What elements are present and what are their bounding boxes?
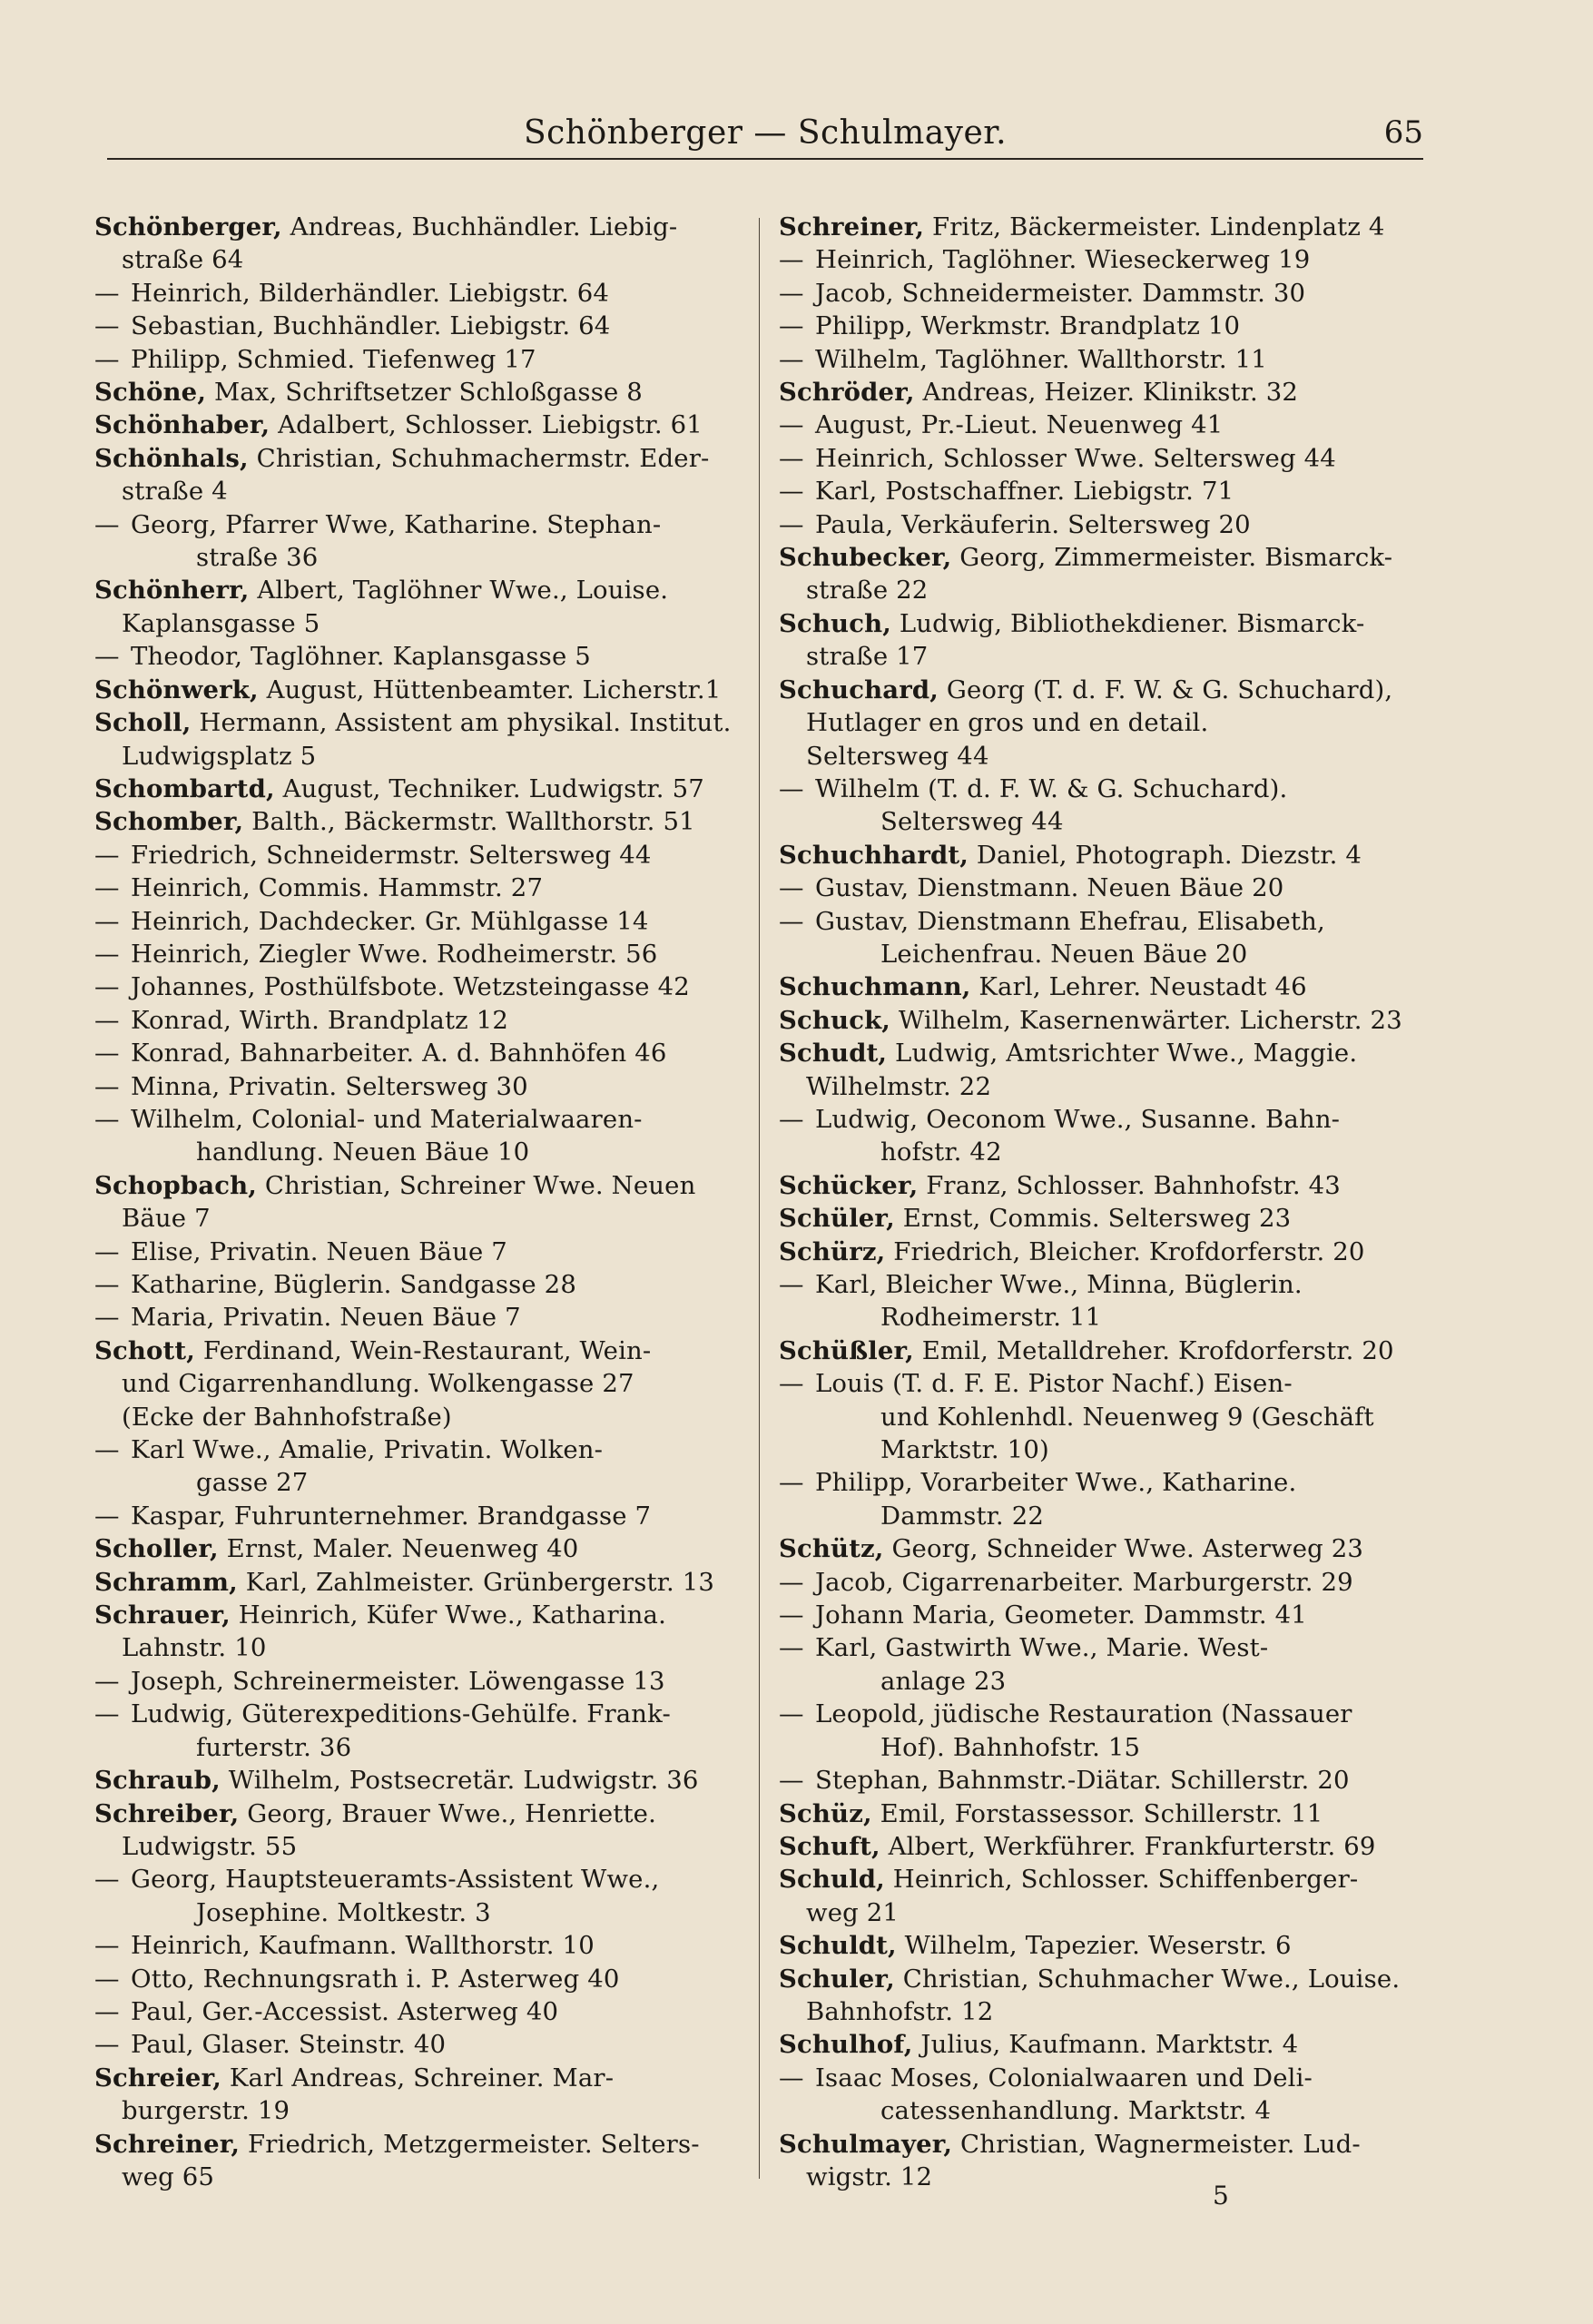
directory-subentry [94, 2028, 762, 2061]
directory-subentry [94, 970, 762, 1003]
entry-continuation: straße 4 [122, 477, 228, 507]
directory-subentry [779, 508, 1446, 541]
directory-entry [779, 607, 1446, 640]
entry-text: Georg, Hauptsteueramts-Assistent Wwe., [131, 1865, 660, 1895]
directory-subentry [94, 1963, 762, 1995]
directory-entry [94, 773, 762, 805]
directory-subentry [94, 640, 762, 673]
entry-continuation: Hof). Bahnhofstr. 15 [880, 1732, 1141, 1762]
entry-text: Heinrich, Kaufmann. Wallthorstr. 10 [131, 1931, 595, 1961]
directory-entry [779, 1236, 1446, 1268]
entry-surname: Schopbach, [94, 1170, 258, 1200]
directory-subentry [94, 1236, 762, 1268]
entry-text: Friedrich, Metzgermeister. Selters- [240, 2129, 700, 2159]
entry-text: Christian, Wagnermeister. Lud- [952, 2129, 1361, 2159]
entry-continuation: hofstr. 42 [880, 1137, 1002, 1167]
repeat-dash: — [779, 2063, 804, 2093]
entry-text: Heinrich, Schlosser Wwe. Seltersweg 44 [815, 443, 1336, 473]
entry-text: Joseph, Schreinermeister. Löwengasse 13 [131, 1666, 665, 1696]
directory-subentry [779, 310, 1446, 342]
entry-continuation: straße 17 [806, 642, 929, 672]
entry-text: Karl, Gastwirth Wwe., Marie. West- [815, 1633, 1269, 1663]
entry-text: Kaspar, Fuhrunternehmer. Brandgasse 7 [131, 1501, 652, 1531]
directory-entry [94, 674, 762, 706]
repeat-dash: — [94, 1964, 120, 1994]
entry-surname: Schüz, [779, 1798, 872, 1828]
directory-entry [779, 541, 1446, 574]
entry-continuation: handlung. Neuen Bäue 10 [196, 1137, 530, 1167]
entry-text: Otto, Rechnungsrath i. P. Asterweg 40 [131, 1964, 620, 1994]
entry-text: Friedrich, Schneidermstr. Seltersweg 44 [131, 840, 652, 870]
entry-continuation: weg 65 [122, 2162, 215, 2191]
entry-text: Wilhelm, Postsecretär. Ludwigstr. 36 [220, 1766, 699, 1796]
directory-subentry [779, 277, 1446, 310]
entry-surname: Schreiner, [94, 2129, 241, 2159]
repeat-dash: — [779, 443, 804, 473]
entry-text: Heinrich, Commis. Hammstr. 27 [131, 873, 544, 903]
repeat-dash: — [779, 1766, 804, 1796]
entry-surname: Schulhof, [779, 2030, 913, 2060]
repeat-dash: — [94, 972, 120, 1002]
entry-text: Andreas, Heizer. Klinikstr. 32 [914, 378, 1299, 408]
entry-text: Georg, Zimmermeister. Bismarck- [951, 543, 1393, 573]
entry-surname: Scholler, [94, 1534, 219, 1564]
right-column [779, 211, 1446, 2193]
repeat-dash: — [94, 1005, 120, 1035]
directory-subentry [779, 1367, 1446, 1400]
entry-text: Wilhelm, Colonial- und Materialwaaren- [131, 1104, 643, 1134]
entry-text: Maria, Privatin. Neuen Bäue 7 [131, 1303, 521, 1333]
directory-subentry [779, 773, 1446, 805]
entry-text: Christian, Schreiner Wwe. Neuen [257, 1170, 696, 1200]
entry-surname: Schröder, [779, 378, 915, 408]
directory-entry [779, 1004, 1446, 1037]
entry-surname: Schuchhardt, [779, 840, 969, 870]
directory-entry [779, 2128, 1446, 2161]
directory-entry [94, 409, 762, 441]
entry-continuation: catessenhandlung. Marktstr. 4 [880, 2096, 1272, 2126]
directory-entry [779, 839, 1446, 872]
entry-text: Stephan, Bahnmstr.-Diätar. Schillerstr. 20 [815, 1766, 1350, 1796]
directory-entry [779, 211, 1446, 243]
entry-text: Andreas, Buchhändler. Liebig- [281, 212, 678, 241]
directory-subentry [779, 343, 1446, 376]
entry-text: Karl Andreas, Schreiner. Mar- [221, 2063, 615, 2093]
entry-text: Heinrich, Schlosser. Schiffenberger- [884, 1865, 1359, 1895]
entry-surname: Schulmayer, [779, 2129, 953, 2159]
entry-text: Karl, Zahlmeister. Grünbergerstr. 13 [237, 1567, 715, 1597]
directory-entry [94, 706, 762, 739]
directory-subentry [94, 508, 762, 541]
repeat-dash: — [94, 1931, 120, 1961]
entry-continuation: Seltersweg 44 [880, 807, 1064, 837]
directory-subentry [779, 1566, 1446, 1599]
entry-surname: Schuldt, [779, 1931, 897, 1961]
entry-text: Hermann, Assistent am physikal. Institut. [191, 708, 732, 738]
entry-continuation: weg 21 [806, 1897, 900, 1927]
entry-text: Philipp, Schmied. Tiefenweg 17 [131, 344, 536, 374]
directory-subentry [94, 1433, 762, 1466]
entry-text: Georg, Pfarrer Wwe, Katharine. Stephan- [131, 509, 662, 539]
directory-entry [779, 1169, 1446, 1202]
entry-text: Paul, Glaser. Steinstr. 40 [131, 2030, 447, 2060]
entry-text: Philipp, Werkmstr. Brandplatz 10 [815, 311, 1241, 341]
entry-text: Jacob, Cigarrenarbeiter. Marburgerstr. 29 [815, 1567, 1353, 1597]
entry-text: Heinrich, Ziegler Wwe. Rodheimerstr. 56 [131, 939, 658, 969]
directory-subentry [94, 1103, 762, 1136]
entry-surname: Schudt, [779, 1039, 888, 1068]
entry-text: Wilhelm (T. d. F. W. & G. Schuchard). [815, 773, 1288, 803]
entry-continuation: Kaplansgasse 5 [122, 608, 320, 638]
entry-surname: Schürz, [779, 1236, 886, 1266]
directory-entry [779, 376, 1446, 409]
directory-entry [779, 1334, 1446, 1367]
entry-text: Karl, Bleicher Wwe., Minna, Büglerin. [815, 1270, 1303, 1299]
entry-continuation: Ludwigstr. 55 [122, 1831, 298, 1861]
entry-continuation: Marktstr. 10) [880, 1435, 1049, 1465]
directory-subentry [94, 839, 762, 872]
entry-text: Konrad, Wirth. Brandplatz 12 [131, 1005, 509, 1035]
directory-subentry [779, 1764, 1446, 1797]
entry-continuation: und Cigarrenhandlung. Wolkengasse 27 [122, 1369, 634, 1399]
directory-entry [779, 1863, 1446, 1896]
entry-text: Sebastian, Buchhändler. Liebigstr. 64 [131, 311, 611, 341]
entry-text: Leopold, jüdische Restauration (Nassauer [815, 1699, 1352, 1729]
directory-subentry [94, 938, 762, 970]
entry-surname: Schönhals, [94, 443, 249, 473]
directory-entry [779, 1202, 1446, 1235]
entry-continuation: Bäue 7 [122, 1204, 211, 1234]
repeat-dash: — [94, 1996, 120, 2026]
repeat-dash: — [94, 2030, 120, 2060]
directory-entry [94, 442, 762, 475]
directory-subentry [94, 343, 762, 376]
directory-entry [779, 674, 1446, 706]
entry-surname: Schuchmann, [779, 972, 971, 1002]
repeat-dash: — [779, 1369, 804, 1399]
repeat-dash: — [94, 1039, 120, 1068]
entry-text: Adalbert, Schlosser. Liebigstr. 61 [270, 410, 703, 440]
directory-entry [779, 970, 1446, 1003]
repeat-dash: — [779, 344, 804, 374]
directory-subentry [779, 2062, 1446, 2094]
entry-continuation: Dammstr. 22 [880, 1501, 1045, 1531]
directory-subentry [779, 243, 1446, 276]
entry-surname: Schücker, [779, 1170, 919, 1200]
entry-text: Karl, Postschaffner. Liebigstr. 71 [815, 477, 1234, 507]
repeat-dash: — [779, 906, 804, 936]
repeat-dash: — [779, 245, 804, 275]
entry-continuation: Ludwigsplatz 5 [122, 741, 317, 771]
entry-text: Philipp, Vorarbeiter Wwe., Katharine. [815, 1468, 1297, 1498]
entry-surname: Schuchard, [779, 675, 939, 704]
directory-subentry [779, 1103, 1446, 1136]
repeat-dash: — [94, 1666, 120, 1696]
entry-text: Heinrich, Dachdecker. Gr. Mühlgasse 14 [131, 906, 649, 936]
repeat-dash: — [94, 1071, 120, 1101]
directory-entry [94, 211, 762, 243]
repeat-dash: — [779, 509, 804, 539]
entry-text: Wilhelm, Taglöhner. Wallthorstr. 11 [815, 344, 1267, 374]
entry-text: August, Hüttenbeamter. Licherstr.1 [258, 675, 722, 704]
entry-text: Gustav, Dienstmann Ehefrau, Elisabeth, [815, 906, 1325, 936]
entry-continuation: straße 22 [806, 576, 929, 606]
directory-subentry [94, 1698, 762, 1730]
entry-text: Balth., Bäckermstr. Wallthorstr. 51 [243, 807, 695, 837]
directory-subentry [779, 872, 1446, 904]
repeat-dash: — [94, 642, 120, 672]
entry-text: Emil, Metalldreher. Krofdorferstr. 20 [913, 1335, 1394, 1365]
entry-text: Georg, Brauer Wwe., Henriette. [239, 1798, 656, 1828]
entry-text: Elise, Privatin. Neuen Bäue 7 [131, 1236, 507, 1266]
entry-text: Konrad, Bahnarbeiter. A. d. Bahnhöfen 46 [131, 1039, 667, 1068]
repeat-dash: — [94, 311, 120, 341]
column-divider [759, 218, 760, 2179]
entry-surname: Schott, [94, 1335, 195, 1365]
repeat-dash: — [779, 477, 804, 507]
entry-text: Ludwig, Oeconom Wwe., Susanne. Bahn- [815, 1104, 1341, 1134]
entry-text: Karl Wwe., Amalie, Privatin. Wolken- [131, 1435, 604, 1465]
repeat-dash: — [94, 939, 120, 969]
directory-entry [94, 805, 762, 838]
entry-text: Isaac Moses, Colonialwaaren und Deli- [815, 2063, 1313, 2093]
directory-entry [94, 2062, 762, 2094]
repeat-dash: — [94, 873, 120, 903]
directory-subentry [94, 1500, 762, 1532]
repeat-dash: — [779, 773, 804, 803]
entry-text: Ludwig, Güterexpeditions-Gehülfe. Frank- [131, 1699, 671, 1729]
entry-text: Heinrich, Küfer Wwe., Katharina. [230, 1600, 666, 1630]
left-column [94, 211, 762, 2193]
directory-entry [779, 2028, 1446, 2061]
directory-subentry [94, 1665, 762, 1698]
entry-text: August, Techniker. Ludwigstr. 57 [274, 773, 704, 803]
entry-text: Johannes, Posthülfsbote. Wetzsteingasse 42 [131, 972, 690, 1002]
entry-text: Christian, Schuhmachermstr. Eder- [248, 443, 710, 473]
repeat-dash: — [779, 1699, 804, 1729]
repeat-dash: — [94, 1501, 120, 1531]
entry-continuation: und Kohlenhdl. Neuenweg 9 (Geschäft [880, 1402, 1374, 1432]
directory-subentry [94, 1929, 762, 1962]
repeat-dash: — [94, 1865, 120, 1895]
entry-continuation: anlage 23 [880, 1666, 1007, 1696]
entry-text: Daniel, Photograph. Diezstr. 4 [968, 840, 1362, 870]
repeat-dash: — [94, 1270, 120, 1299]
directory-subentry [94, 1004, 762, 1037]
entry-surname: Schönwerk, [94, 675, 259, 704]
entry-text: Julius, Kaufmann. Marktstr. 4 [912, 2030, 1299, 2060]
directory-subentry [779, 442, 1446, 475]
entry-text: Theodor, Taglöhner. Kaplansgasse 5 [131, 642, 591, 672]
repeat-dash: — [779, 1270, 804, 1299]
entry-text: Katharine, Büglerin. Sandgasse 28 [131, 1270, 576, 1299]
directory-subentry [94, 310, 762, 342]
repeat-dash: — [779, 1104, 804, 1134]
repeat-dash: — [94, 344, 120, 374]
directory-subentry [94, 1995, 762, 2028]
directory-subentry [94, 1070, 762, 1103]
directory-subentry [94, 872, 762, 904]
entry-text: August, Pr.-Lieut. Neuenweg 41 [815, 410, 1224, 440]
directory-entry [779, 1963, 1446, 1995]
directory-subentry [94, 277, 762, 310]
entry-text: Christian, Schuhmacher Wwe., Louise. [894, 1964, 1401, 1994]
repeat-dash: — [94, 1435, 120, 1465]
directory-subentry [779, 409, 1446, 441]
entry-text: Franz, Schlosser. Bahnhofstr. 43 [918, 1170, 1341, 1200]
entry-surname: Schuld, [779, 1865, 885, 1895]
directory-subentry [779, 1698, 1446, 1730]
entry-text: Ernst, Commis. Seltersweg 23 [894, 1204, 1292, 1234]
directory-entry [94, 2128, 762, 2161]
entry-text: Friedrich, Bleicher. Krofdorferstr. 20 [885, 1236, 1365, 1266]
directory-entry [94, 376, 762, 409]
directory-subentry [94, 1268, 762, 1301]
entry-text: Paula, Verkäuferin. Seltersweg 20 [815, 509, 1251, 539]
directory-subentry [94, 905, 762, 938]
entry-text: Emil, Forstassessor. Schillerstr. 11 [871, 1798, 1323, 1828]
entry-text: Georg (T. d. F. W. & G. Schuchard), [938, 675, 1393, 704]
entry-text: Georg, Schneider Wwe. Asterweg 23 [883, 1534, 1364, 1564]
entry-surname: Schombartd, [94, 773, 275, 803]
repeat-dash: — [94, 1104, 120, 1134]
directory-subentry [94, 1301, 762, 1334]
entry-text: Minna, Privatin. Seltersweg 30 [131, 1071, 528, 1101]
entry-surname: Schönherr, [94, 576, 250, 606]
entry-text: Louis (T. d. F. E. Pistor Nachf.) Eisen- [815, 1369, 1293, 1399]
entry-continuation: Hutlager en gros und en detail. [806, 708, 1209, 738]
entry-continuation: Bahnhofstr. 12 [806, 1996, 994, 2026]
directory-entry [94, 1169, 762, 1202]
directory-subentry [779, 1631, 1446, 1664]
repeat-dash: — [779, 311, 804, 341]
directory-entry [779, 1797, 1446, 1830]
entry-surname: Schönberger, [94, 212, 282, 241]
entry-text: Ferdinand, Wein-Restaurant, Wein- [194, 1335, 652, 1365]
entry-surname: Schöne, [94, 378, 207, 408]
entry-surname: Schüßler, [779, 1335, 914, 1365]
repeat-dash: — [94, 1236, 120, 1266]
directory-subentry [779, 1268, 1446, 1301]
directory-subentry [94, 1863, 762, 1896]
entry-text: Fritz, Bäckermeister. Lindenplatz 4 [924, 212, 1385, 241]
entry-surname: Schuck, [779, 1005, 891, 1035]
page-title: Schönberger — Schulmayer. [523, 114, 1008, 152]
entry-surname: Schraub, [94, 1766, 221, 1796]
entry-surname: Schuler, [779, 1964, 895, 1994]
directory-subentry [779, 1466, 1446, 1499]
entry-text: Karl, Lehrer. Neustadt 46 [970, 972, 1307, 1002]
entry-continuation: straße 36 [196, 543, 319, 573]
entry-continuation: furterstr. 36 [196, 1732, 352, 1762]
entry-text: Ludwig, Bibliothekdiener. Bismarck- [890, 608, 1365, 638]
entry-text: Ludwig, Amtsrichter Wwe., Maggie. [887, 1039, 1358, 1068]
directory-entry [94, 1797, 762, 1830]
repeat-dash: — [94, 1303, 120, 1333]
repeat-dash: — [779, 278, 804, 308]
entry-surname: Schuft, [779, 1831, 880, 1861]
directory-entry [94, 1532, 762, 1565]
entry-surname: Schreier, [94, 2063, 221, 2093]
entry-surname: Schomber, [94, 807, 244, 837]
entry-surname: Schütz, [779, 1534, 884, 1564]
directory-entry [779, 1037, 1446, 1069]
entry-continuation: (Ecke der Bahnhofstraße) [122, 1402, 452, 1432]
directory-entry [94, 1334, 762, 1367]
entry-text: Ernst, Maler. Neuenweg 40 [218, 1534, 579, 1564]
entry-continuation: Wilhelmstr. 22 [806, 1071, 992, 1101]
directory-entry [779, 1532, 1446, 1565]
entry-continuation: straße 64 [122, 245, 244, 275]
entry-continuation: wigstr. 12 [806, 2162, 933, 2191]
directory-subentry [779, 475, 1446, 507]
repeat-dash: — [94, 509, 120, 539]
repeat-dash: — [779, 410, 804, 440]
repeat-dash: — [779, 873, 804, 903]
entry-continuation: Seltersweg 44 [806, 741, 989, 771]
entry-text: Paul, Ger.-Accessist. Asterweg 40 [131, 1996, 559, 2026]
entry-text: Wilhelm, Tapezier. Weserstr. 6 [896, 1931, 1292, 1961]
entry-surname: Schreiber, [94, 1798, 240, 1828]
entry-text: Albert, Taglöhner Wwe., Louise. [249, 576, 669, 606]
printer-signature: 5 [1213, 2181, 1229, 2211]
page-number: 65 [1383, 114, 1423, 151]
entry-surname: Schrauer, [94, 1600, 231, 1630]
directory-entry [94, 1764, 762, 1797]
entry-continuation: Lahnstr. 10 [122, 1633, 267, 1663]
entry-text: Heinrich, Taglöhner. Wieseckerweg 19 [815, 245, 1311, 275]
repeat-dash: — [94, 840, 120, 870]
entry-surname: Schubecker, [779, 543, 952, 573]
repeat-dash: — [94, 1699, 120, 1729]
repeat-dash: — [779, 1600, 804, 1630]
directory-entry [779, 1830, 1446, 1863]
directory-subentry [94, 1037, 762, 1069]
directory-entry [779, 1929, 1446, 1962]
directory-subentry [779, 905, 1446, 938]
repeat-dash: — [779, 1468, 804, 1498]
entry-text: Wilhelm, Kasernenwärter. Licherstr. 23 [890, 1005, 1402, 1035]
repeat-dash: — [779, 1567, 804, 1597]
directory-entry [94, 574, 762, 606]
entry-continuation: gasse 27 [196, 1468, 309, 1498]
entry-text: Gustav, Dienstmann. Neuen Bäue 20 [815, 873, 1284, 903]
repeat-dash: — [779, 1633, 804, 1663]
directory-entry [94, 1566, 762, 1599]
entry-text: Jacob, Schneidermeister. Dammstr. 30 [815, 278, 1306, 308]
entry-continuation: Leichenfrau. Neuen Bäue 20 [880, 939, 1248, 969]
directory-entry [94, 1599, 762, 1631]
entry-surname: Scholl, [94, 708, 192, 738]
running-head [107, 107, 1423, 160]
entry-text: Albert, Werkführer. Frankfurterstr. 69 [880, 1831, 1376, 1861]
entry-surname: Schramm, [94, 1567, 238, 1597]
entry-continuation: Rodheimerstr. 11 [880, 1303, 1102, 1333]
entry-text: Max, Schriftsetzer Schloßgasse 8 [206, 378, 643, 408]
entry-surname: Schüler, [779, 1204, 895, 1234]
entry-surname: Schreiner, [779, 212, 925, 241]
entry-continuation: Josephine. Moltkestr. 3 [196, 1897, 491, 1927]
entry-continuation: burgerstr. 19 [122, 2096, 290, 2126]
entry-text: Johann Maria, Geometer. Dammstr. 41 [815, 1600, 1307, 1630]
repeat-dash: — [94, 278, 120, 308]
entry-text: Heinrich, Bilderhändler. Liebigstr. 64 [131, 278, 610, 308]
entry-surname: Schuch, [779, 608, 891, 638]
directory-subentry [779, 1599, 1446, 1631]
entry-surname: Schönhaber, [94, 410, 270, 440]
repeat-dash: — [94, 906, 120, 936]
